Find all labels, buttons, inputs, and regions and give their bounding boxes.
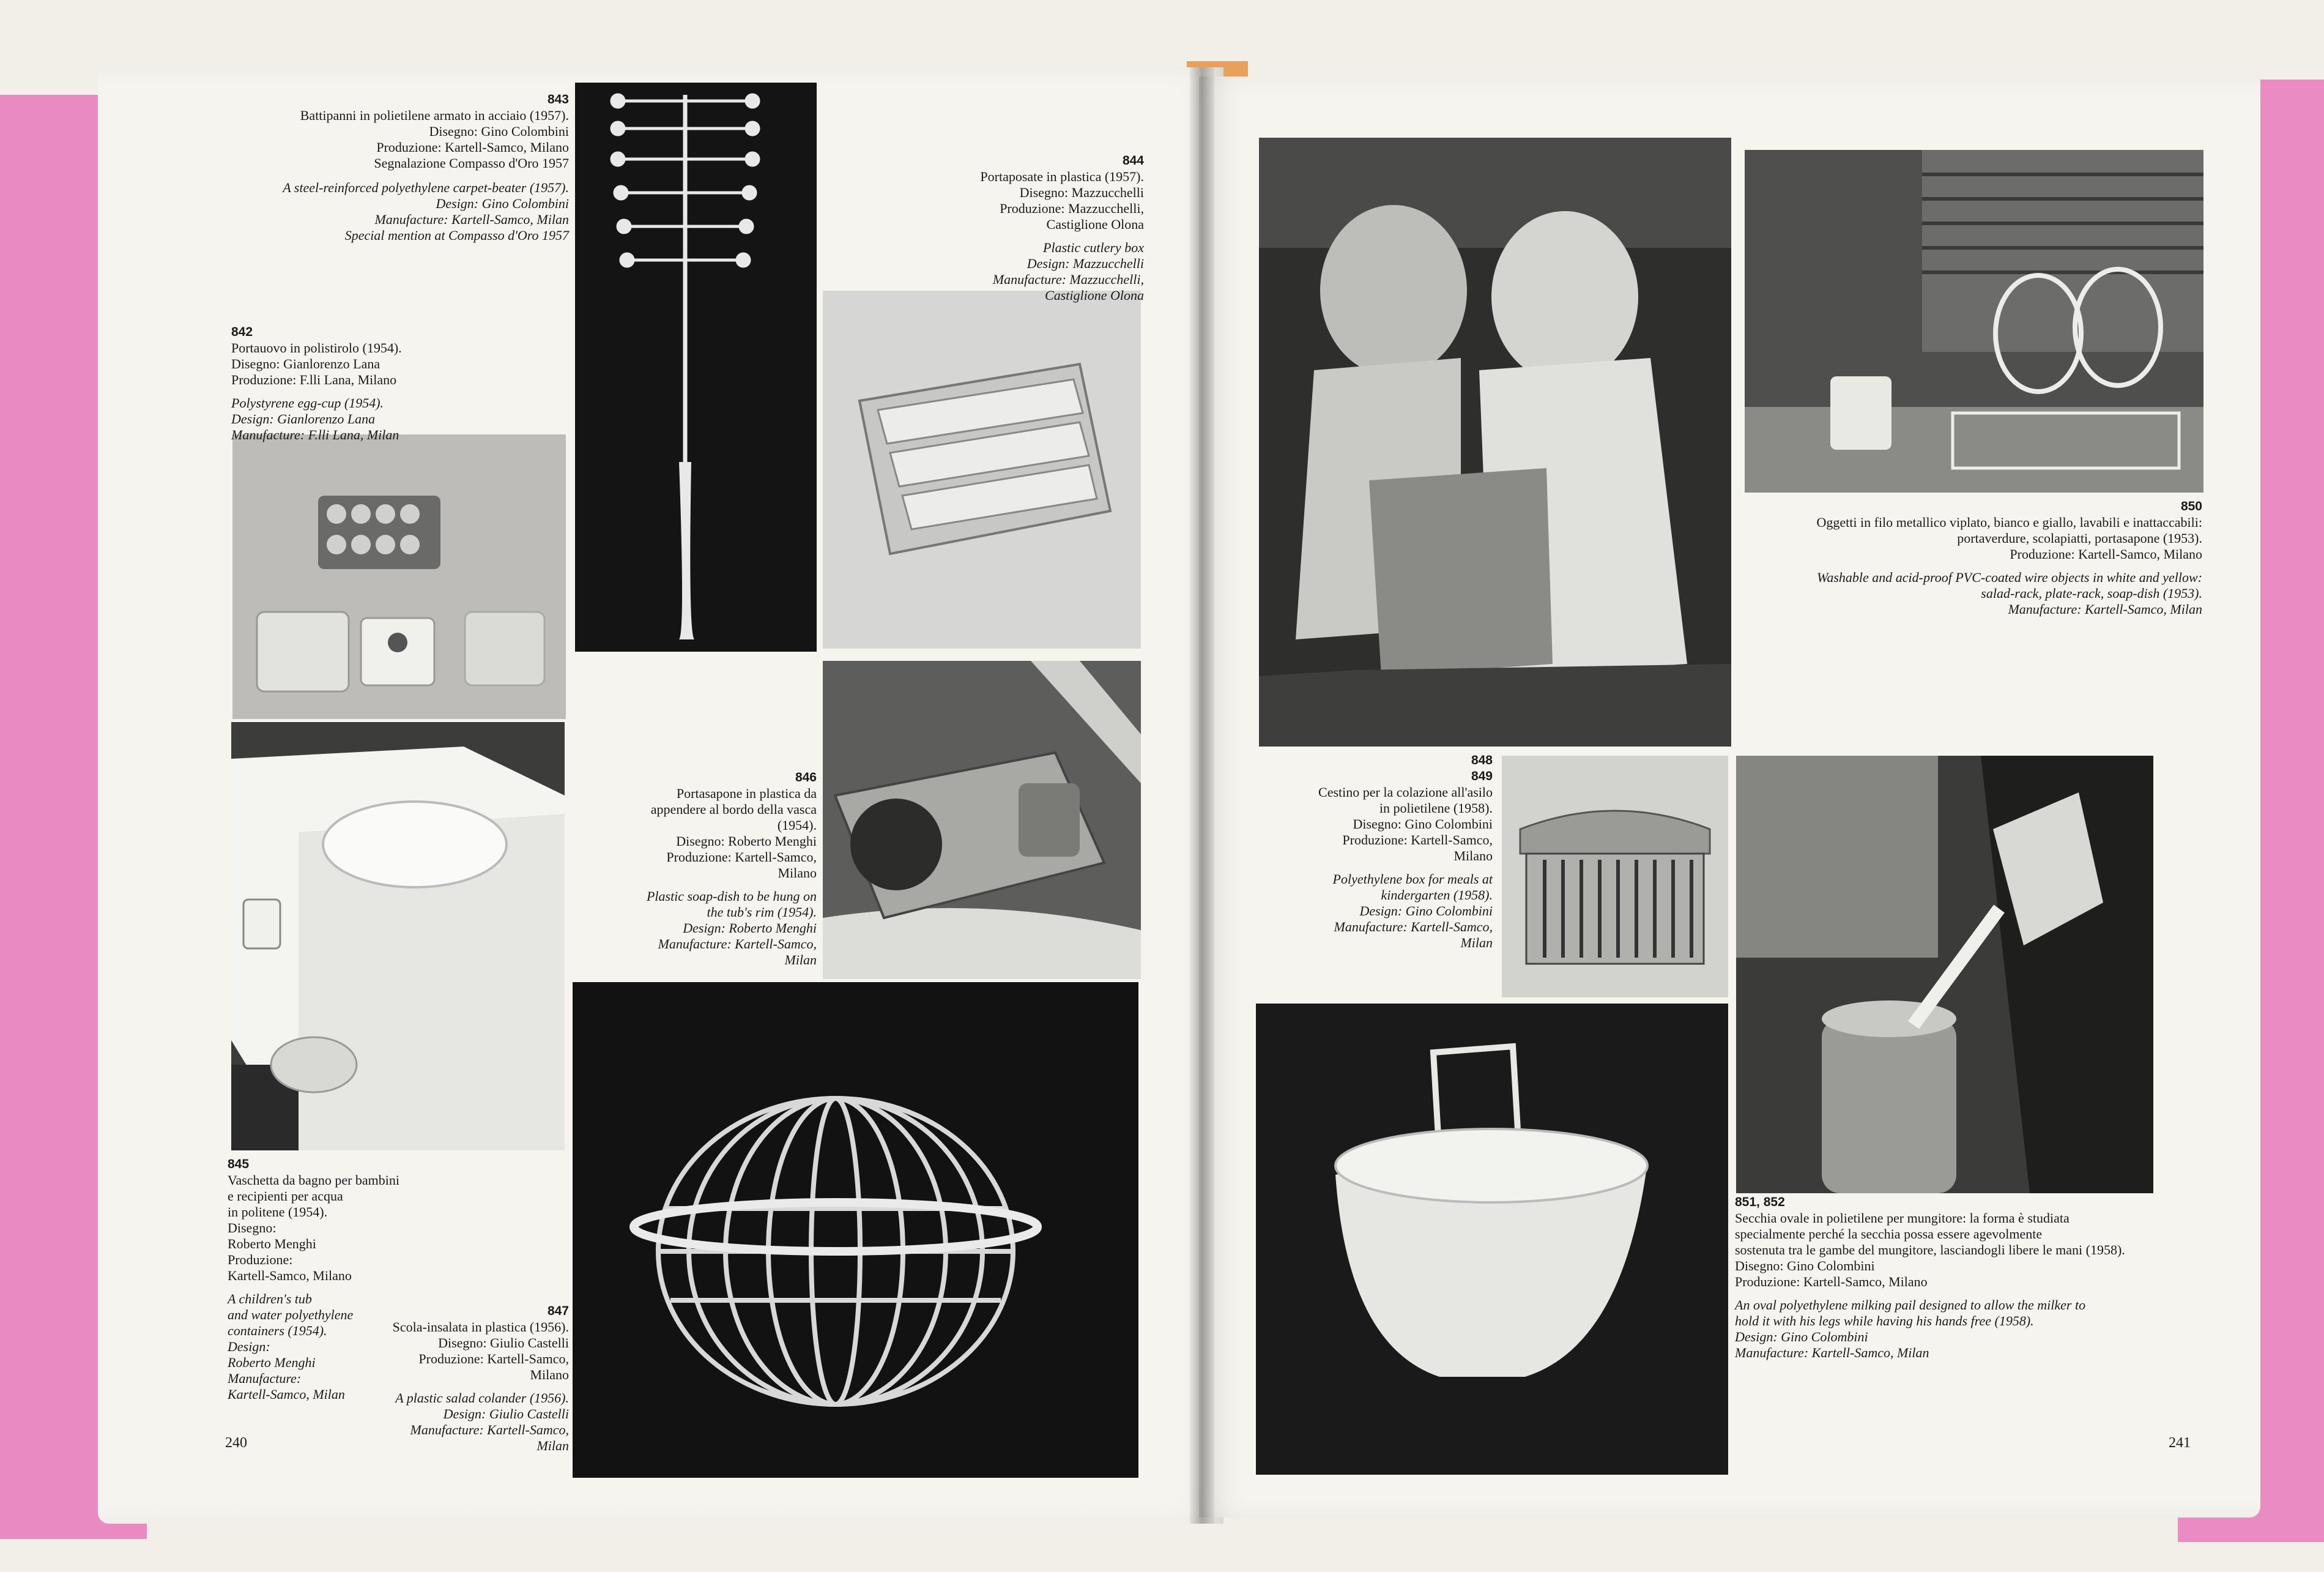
caption-line: Castiglione Olona	[1046, 217, 1144, 232]
caption-line: Plastic soap-dish to be hung on	[646, 888, 817, 904]
page-number-left: 240	[225, 1435, 247, 1451]
caption-843-number: 843	[547, 92, 569, 106]
caption-line: Disegno: Roberto Menghi	[676, 833, 817, 849]
caption-845-number: 845	[228, 1157, 250, 1171]
caption-line: appendere al bordo della vasca	[650, 802, 817, 817]
caption-line: Secchia ovale in polietilene per mungitore: la forma è studiata	[1735, 1210, 2070, 1226]
caption-line: and water polyethylene	[228, 1307, 354, 1322]
caption-line: Manufacture: Kartell-Samco, Milan	[2008, 602, 2202, 617]
caption-line: Disegno: Gino Colombini	[1353, 816, 1493, 832]
caption-851-number: 851, 852	[1735, 1195, 1785, 1209]
caption-851-852	[1735, 1194, 2175, 1361]
caption-line: Design: Roberto Menghi	[683, 920, 817, 936]
photo-lunch-box	[1502, 756, 1728, 997]
caption-846	[578, 770, 817, 968]
caption-line: in politene (1954).	[228, 1204, 328, 1220]
caption-line: Produzione: Kartell-Samco, Milano	[1735, 1274, 1928, 1289]
caption-line: (1954).	[777, 818, 817, 833]
caption-line: Produzione: Kartell-Samco, Milano	[376, 140, 569, 155]
caption-line: Disegno: Gino Colombini	[429, 124, 569, 139]
book-gutter	[1190, 67, 1214, 1524]
caption-line: Special mention at Compasso d'Oro 1957	[344, 228, 569, 243]
caption-line: Portasapone in plastica da	[676, 786, 817, 801]
caption-line: Design: Gino Colombini	[436, 196, 569, 211]
caption-line: Produzione: Mazzucchelli,	[1000, 201, 1144, 216]
caption-line: Manufacture: Kartell-Samco,	[658, 936, 817, 952]
caption-line: Roberto Menghi	[228, 1355, 316, 1370]
page-number-right: 241	[2169, 1435, 2191, 1451]
caption-line: Milano	[1453, 848, 1493, 863]
caption-line: Manufacture: Mazzucchelli,	[992, 272, 1144, 287]
caption-line: the tub's rim (1954).	[707, 904, 817, 920]
caption-line: Battipanni in polietilene armato in acciaio (1957).	[300, 108, 569, 123]
caption-line: A steel-reinforced polyethylene carpet-beater (1957).	[283, 180, 569, 195]
caption-line: Design: Gino Colombini	[1735, 1329, 1868, 1344]
photo-children	[1259, 138, 1731, 747]
photo-carpet-beater	[575, 83, 817, 652]
caption-line: Washable and acid-proof PVC-coated wire objects in white and yellow:	[1817, 570, 2202, 585]
photo-bathtub	[231, 722, 565, 1150]
photo-milking	[1736, 756, 2153, 1193]
caption-line: Polystyrene egg-cup (1954).	[231, 395, 384, 411]
caption-850-number: 850	[2180, 499, 2202, 513]
caption-line: containers (1954).	[228, 1323, 327, 1338]
photo-soap-dish	[823, 661, 1141, 979]
caption-line: Disegno: Gianlorenzo Lana	[231, 356, 381, 371]
caption-line: hold it with his legs while having his hands free (1958).	[1735, 1313, 2034, 1328]
caption-line: Manufacture: Kartell-Samco, Milan	[1735, 1345, 1929, 1360]
caption-line: Design: Giulio Castelli	[443, 1406, 569, 1421]
caption-line: Design: Gianlorenzo Lana	[231, 411, 376, 427]
photo-egg-cups	[232, 434, 566, 719]
caption-842-number: 842	[231, 325, 253, 339]
caption-line: Produzione: Kartell-Samco, Milano	[2010, 546, 2202, 562]
caption-line: Manufacture:	[228, 1371, 302, 1386]
caption-line: Produzione: F.lli Lana, Milano	[231, 372, 397, 387]
caption-line: Milano	[530, 1367, 569, 1382]
caption-line: An oval polyethylene milking pail designed to allow the milker to	[1735, 1297, 2086, 1313]
caption-line: Roberto Menghi	[228, 1236, 316, 1251]
caption-line: Manufacture: F.lli Lana, Milan	[231, 427, 399, 442]
caption-846-number: 846	[795, 770, 817, 784]
caption-line: Produzione: Kartell-Samco,	[666, 849, 817, 865]
caption-line: Portauovo in polistirolo (1954).	[231, 340, 402, 356]
caption-line: Castiglione Olona	[1045, 288, 1144, 303]
caption-line: Design: Gino Colombini	[1359, 903, 1493, 918]
caption-line: Vaschetta da bagno per bambini	[228, 1172, 400, 1188]
caption-line: Disegno: Mazzucchelli	[1019, 185, 1144, 200]
caption-line: Milano	[778, 865, 817, 881]
caption-848-number: 848	[1471, 753, 1493, 767]
caption-line: salad-rack, plate-rack, soap-dish (1953).	[1981, 586, 2202, 601]
caption-847	[349, 1303, 569, 1454]
caption-line: sostenuta tra le gambe del mungitore, lasciandogli libere le mani (1958).	[1735, 1242, 2125, 1257]
photo-salad-colander	[573, 982, 1138, 1478]
caption-line: Manufacture: Kartell-Samco,	[410, 1422, 569, 1437]
caption-line: Produzione: Kartell-Samco,	[418, 1351, 569, 1366]
caption-line: Design: Mazzucchelli	[1026, 256, 1144, 271]
caption-line: specialmente perché la secchia possa essere agevolmente	[1735, 1226, 2043, 1242]
caption-line: Disegno:	[228, 1220, 277, 1235]
caption-line: Scola-insalata in plastica (1956).	[392, 1319, 569, 1335]
caption-850	[1743, 499, 2202, 617]
caption-line: Disegno: Gino Colombini	[1735, 1258, 1875, 1273]
caption-line: Segnalazione Compasso d'Oro 1957	[374, 155, 569, 171]
caption-line: kindergarten (1958).	[1381, 887, 1493, 903]
photo-cutlery-box	[823, 291, 1141, 649]
caption-line: Produzione: Kartell-Samco,	[1342, 832, 1493, 847]
caption-844-number: 844	[1122, 154, 1144, 168]
caption-847-number: 847	[547, 1304, 569, 1318]
caption-line: Milan	[1460, 935, 1493, 950]
caption-line: Milan	[784, 952, 817, 967]
caption-line: Portaposate in plastica (1957).	[980, 169, 1144, 184]
caption-line: Disegno: Giulio Castelli	[438, 1335, 569, 1350]
caption-line: A plastic salad colander (1956).	[395, 1390, 569, 1406]
caption-line: Polyethylene box for meals at	[1332, 871, 1493, 887]
caption-line: Milan	[536, 1438, 569, 1453]
caption-line: Kartell-Samco, Milan	[228, 1387, 345, 1402]
caption-line: Oggetti in filo metallico viplato, bianco e giallo, lavabili e inattaccabili:	[1816, 515, 2202, 530]
caption-line: e recipienti per acqua	[228, 1188, 343, 1204]
caption-line: in polietilene (1958).	[1379, 800, 1493, 816]
caption-849-number: 849	[1471, 769, 1493, 783]
caption-line: Plastic cutlery box	[1043, 240, 1144, 255]
caption-line: Kartell-Samco, Milano	[228, 1268, 352, 1283]
caption-842	[231, 324, 568, 443]
caption-line: A children's tub	[228, 1291, 312, 1306]
photo-wire-objects	[1745, 150, 2203, 493]
caption-line: Design:	[228, 1339, 270, 1354]
caption-line: Cestino per la colazione all'asilo	[1318, 784, 1493, 800]
caption-844	[844, 153, 1144, 304]
caption-line: Manufacture: Kartell-Samco, Milan	[374, 212, 569, 227]
caption-line: Manufacture: Kartell-Samco,	[1334, 919, 1493, 934]
caption-line: portaverdure, scolapiatti, portasapone (1953).	[1957, 531, 2202, 546]
photo-milking-pail	[1256, 1004, 1728, 1475]
caption-848-849	[1260, 753, 1493, 951]
caption-line: Produzione:	[228, 1252, 293, 1267]
caption-843	[208, 92, 569, 244]
